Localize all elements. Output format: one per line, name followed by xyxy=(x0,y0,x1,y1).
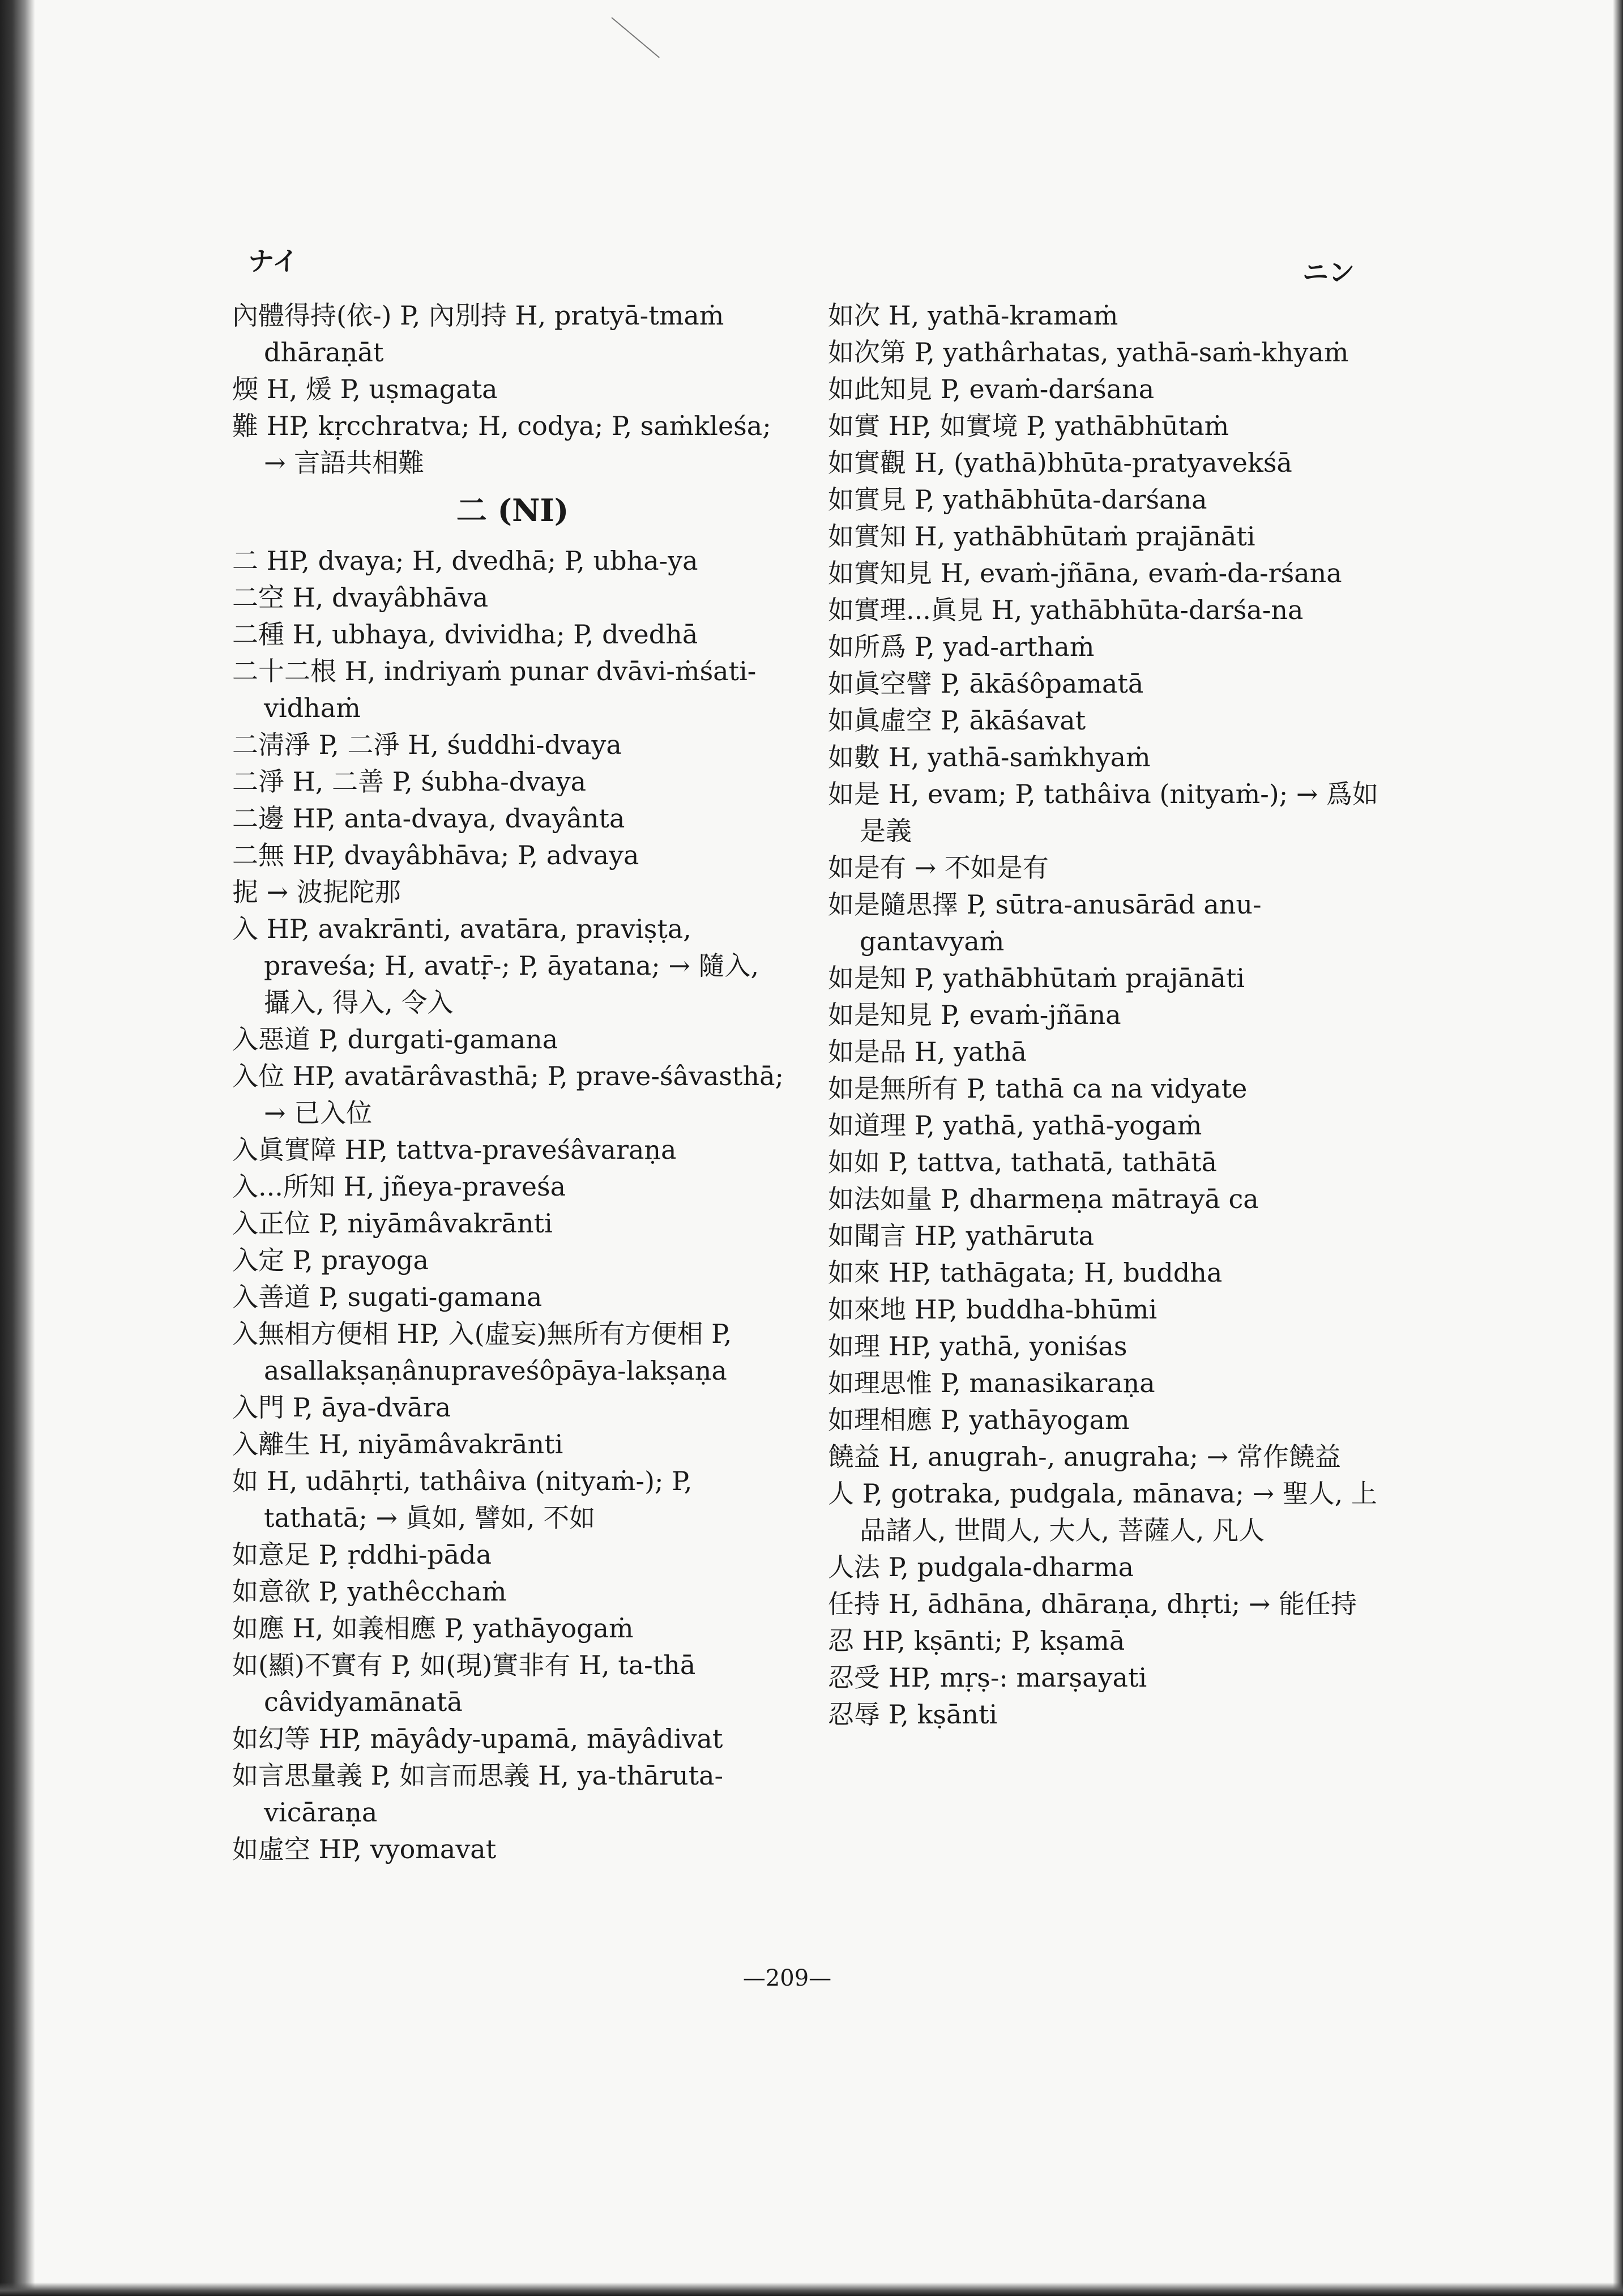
dictionary-entry: 如來 HP, tathāgata; H, buddha xyxy=(828,1257,1223,1288)
dictionary-entry: 難 HP, kṛcchratva; H, codya; P, saṁkleśa; → 言語共相難 xyxy=(232,411,771,478)
dictionary-entry: 二 HP, dvaya; H, dvedhā; P, ubha-ya xyxy=(232,545,698,576)
dictionary-entry: 人 P, gotraka, pudgala, mānava; → 聖人, 上品諸人, 世間人, 大人, 菩薩人, 凡人 xyxy=(828,1478,1377,1546)
dictionary-entry: 如眞虛空 P, ākāśavat xyxy=(828,705,1086,736)
dictionary-entry: 如理 HP, yathā, yoniśas xyxy=(828,1331,1127,1362)
dictionary-entry: 內體得持(依-) P, 內別持 H, pratyā-tmaṁ dhāraṇāt xyxy=(232,300,724,368)
right-column xyxy=(828,297,1389,1733)
dictionary-entry: 入位 HP, avatārâvasthā; P, prave-śâvasthā; → 已入位 xyxy=(232,1061,784,1128)
dictionary-entry: 如是知 P, yathābhūtaṁ prajānāti xyxy=(828,963,1245,993)
dictionary-entry: 如法如量 P, dharmeṇa mātrayā ca xyxy=(828,1184,1259,1214)
dictionary-entry: 如道理 P, yathā, yathā-yogaṁ xyxy=(828,1110,1202,1141)
dictionary-entry: 如是有 → 不如是有 xyxy=(828,852,1049,883)
dictionary-entry: 任持 H, ādhāna, dhāraṇa, dhṛti; → 能任持 xyxy=(828,1589,1357,1619)
dictionary-entry: 如實理...眞見 H, yathābhūta-darśa-na xyxy=(828,595,1304,625)
dictionary-entry: 如意足 P, ṛddhi-pāda xyxy=(232,1539,492,1570)
dictionary-entry: 抳 → 波抳陀那 xyxy=(232,877,401,907)
page-number: —209— xyxy=(742,1965,832,1991)
dictionary-entry: 如是品 H, yathā xyxy=(828,1036,1027,1067)
scan-edge-bottom xyxy=(0,2282,1623,2296)
dictionary-entry: 二種 H, ubhaya, dvividha; P, dvedhā xyxy=(232,619,698,650)
dictionary-entry: 入 HP, avakrānti, avatāra, praviṣṭa, praveśa; H, avatṝ-; P, āyatana; → 隨入, 攝入, 得入, 令入 xyxy=(232,914,759,1018)
dictionary-entry: 人法 P, pudgala-dharma xyxy=(828,1552,1134,1582)
dictionary-entry: 如所爲 P, yad-arthaṁ xyxy=(828,631,1095,662)
dictionary-entry: 入惡道 P, durgati-gamana xyxy=(232,1024,558,1055)
dictionary-entry: 二淨 H, 二善 P, śubha-dvaya xyxy=(232,766,587,797)
dictionary-entry: 如此知見 P, evaṁ-darśana xyxy=(828,374,1155,404)
dictionary-entry: 忍辱 P, kṣānti xyxy=(828,1699,998,1730)
section-heading: 二 (NI) xyxy=(456,492,569,528)
dictionary-entry: 二十二根 H, indriyaṁ punar dvāvi-ṁśati-vidhaṁ xyxy=(232,656,757,723)
dictionary-entry: 如眞空譬 P, ākāśôpamatā xyxy=(828,668,1144,699)
dictionary-entry: 如實 HP, 如實境 P, yathābhūtaṁ xyxy=(828,411,1229,441)
dictionary-entry: 如意欲 P, yathêcchaṁ xyxy=(232,1576,507,1607)
dictionary-entry: 忍 HP, kṣānti; P, kṣamā xyxy=(828,1625,1125,1656)
dictionary-entry: 如(顯)不實有 P, 如(現)實非有 H, ta-thā câvidyamānatā xyxy=(232,1650,696,1717)
dictionary-entry: 如次第 P, yathârhatas, yathā-saṁ-khyaṁ xyxy=(828,337,1349,368)
dictionary-entry: 如是隨思擇 P, sūtra-anusārād anu-gantavyaṁ xyxy=(828,889,1262,957)
dictionary-entry: 如理思惟 P, manasikaraṇa xyxy=(828,1368,1155,1398)
dictionary-entry: 饒益 H, anugrah-, anugraha; → 常作饒益 xyxy=(828,1441,1341,1472)
dictionary-entry: 入無相方便相 HP, 入(虛妄)無所有方便相 P, asallakṣaṇânupraveśôpāya-lakṣaṇa xyxy=(232,1318,732,1386)
dictionary-entry: 如如 P, tattva, tathatā, tathātā xyxy=(828,1147,1217,1177)
dictionary-entry: 如言思量義 P, 如言而思義 H, ya-thāruta-vicāraṇa xyxy=(232,1760,724,1828)
dictionary-entry: 煗 H, 煖 P, uṣmagata xyxy=(232,374,498,404)
dictionary-entry: 二淸淨 P, 二淨 H, śuddhi-dvaya xyxy=(232,729,622,760)
dictionary-entry: 如實知 H, yathābhūtaṁ prajānāti xyxy=(828,521,1255,552)
right-entries xyxy=(828,297,1389,1733)
dictionary-entry: 如是無所有 P, tathā ca na vidyate xyxy=(828,1073,1248,1104)
scan-mark xyxy=(611,17,660,58)
dictionary-entry: 二空 H, dvayâbhāva xyxy=(232,582,489,613)
dictionary-entry: 如虛空 HP, vyomavat xyxy=(232,1834,497,1864)
dictionary-entry: 如幻等 HP, māyâdy-upamā, māyâdivat xyxy=(232,1723,723,1754)
dictionary-entry: 入門 P, āya-dvāra xyxy=(232,1392,451,1423)
dictionary-entry: 如是 H, evam; P, tathâiva (nityaṁ-); → 爲如是義 xyxy=(828,779,1378,846)
dictionary-entry: 如是知見 P, evaṁ-jñāna xyxy=(828,1000,1121,1030)
dictionary-entry: 如來地 HP, buddha-bhūmi xyxy=(828,1294,1158,1325)
dictionary-entry: 如實見 P, yathābhūta-darśana xyxy=(828,484,1207,515)
dictionary-entry: 入離生 H, niyāmâvakrānti xyxy=(232,1429,563,1459)
dictionary-entry: 如實知見 H, evaṁ-jñāna, evaṁ-da-rśana xyxy=(828,558,1342,588)
left-top-entries xyxy=(232,297,793,481)
dictionary-entry: 入定 P, prayoga xyxy=(232,1245,429,1275)
dictionary-entry: 如次 H, yathā-kramaṁ xyxy=(828,300,1118,331)
dictionary-entry: 如理相應 P, yathāyogam xyxy=(828,1405,1130,1435)
dictionary-entry: 如實觀 H, (yathā)bhūta-pratyavekśā xyxy=(828,447,1292,478)
dictionary-entry: 二無 HP, dvayâbhāva; P, advaya xyxy=(232,840,639,870)
dictionary-entry: 如應 H, 如義相應 P, yathāyogaṁ xyxy=(232,1613,634,1644)
running-header-right: ニン xyxy=(1302,257,1355,288)
dictionary-entry: 入眞實障 HP, tattva-praveśâvaraṇa xyxy=(232,1134,677,1165)
running-header-left: ナイ xyxy=(248,246,298,276)
dictionary-entry: 忍受 HP, mṛṣ-: marṣayati xyxy=(828,1662,1147,1693)
scan-edge-right xyxy=(1613,0,1623,2296)
dictionary-entry: 如聞言 HP, yathāruta xyxy=(828,1220,1095,1251)
dictionary-entry: 入...所知 H, jñeya-praveśa xyxy=(232,1171,566,1202)
dictionary-entry: 二邊 HP, anta-dvaya, dvayânta xyxy=(232,803,625,834)
left-main-entries xyxy=(232,543,793,1868)
dictionary-entry: 如數 H, yathā-saṁkhyaṁ xyxy=(828,742,1151,773)
dictionary-entry: 入善道 P, sugati-gamana xyxy=(232,1282,543,1312)
scan-edge-left xyxy=(0,0,35,2296)
left-column xyxy=(232,297,793,1868)
dictionary-entry: 如 H, udāhṛti, tathâiva (nityaṁ-); P, tathatā; → 眞如, 譬如, 不如 xyxy=(232,1466,693,1533)
dictionary-entry: 入正位 P, niyāmâvakrānti xyxy=(232,1208,553,1239)
